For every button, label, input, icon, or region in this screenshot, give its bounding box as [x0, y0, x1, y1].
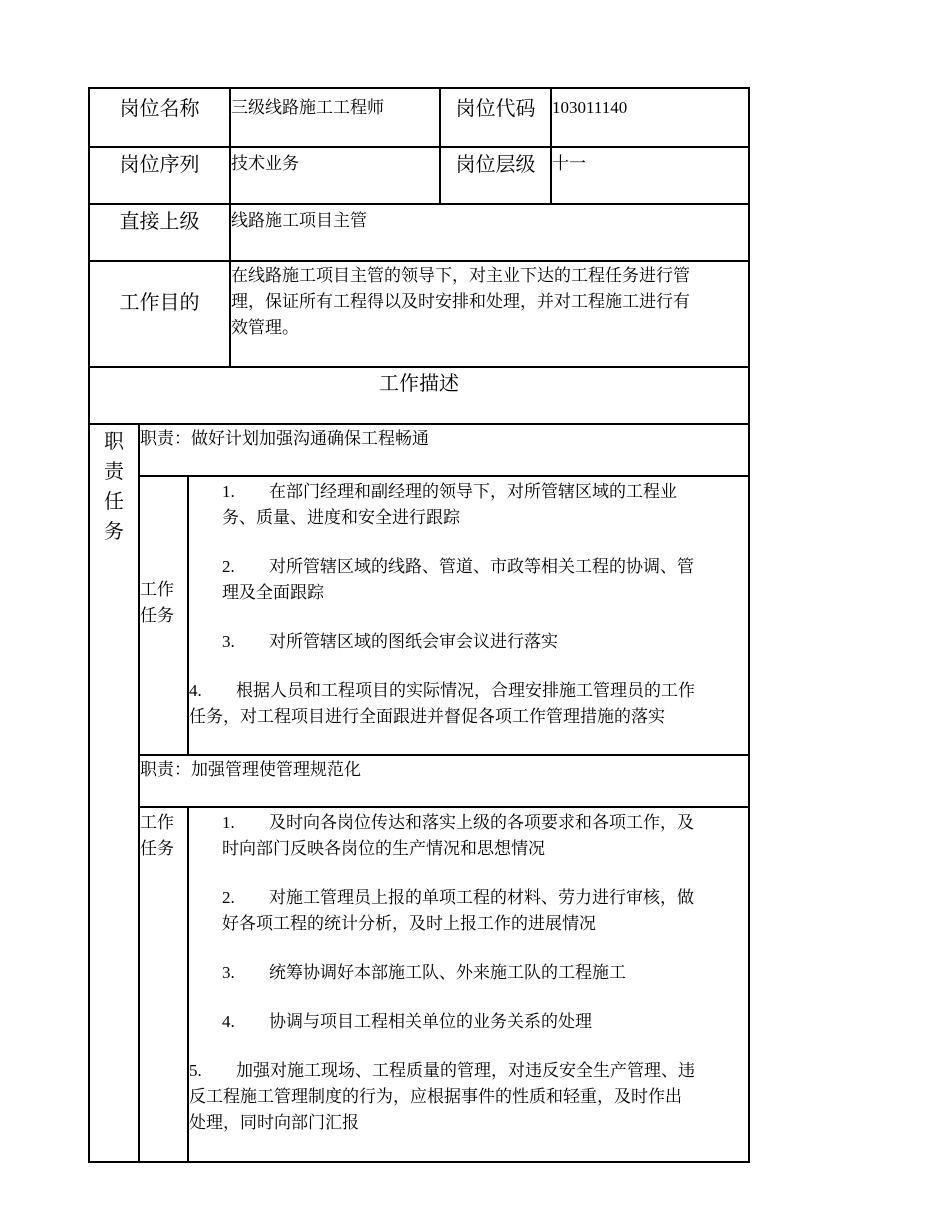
task-line: 时向部门反映各岗位的生产情况和思想情况 [222, 839, 545, 858]
post-level-value: 十一 [552, 154, 586, 173]
duty-title: 职责：做好计划加强沟通确保工程畅通 [140, 429, 429, 448]
task-number: 5. [189, 1061, 202, 1080]
task-label: 工作 [140, 580, 174, 599]
border-duty2-title [138, 806, 750, 808]
task-number: 3. [222, 963, 235, 982]
task-label: 任务 [140, 839, 174, 858]
task-line: 对所管辖区域的图纸会审会议进行落实 [269, 632, 558, 651]
task-line: 对施工管理员上报的单项工程的材料、劳力进行审核，做 [269, 888, 694, 907]
supervisor-value: 线路施工项目主管 [231, 211, 367, 230]
post-seq-label: 岗位序列 [119, 154, 200, 176]
border-row2 [88, 203, 750, 205]
task-line: 理及全面跟踪 [222, 583, 324, 602]
border-duty2-top [138, 754, 750, 756]
task-number: 1. [222, 813, 235, 832]
task-line: 处理，同时向部门汇报 [189, 1113, 359, 1132]
task-label: 任务 [140, 606, 174, 625]
task-number: 1. [222, 482, 235, 501]
task-label: 工作 [140, 813, 174, 832]
task-line: 反工程施工管理制度的行为，应根据事件的性质和轻重，及时作出 [189, 1087, 682, 1106]
border-left [88, 87, 90, 1163]
border-top [88, 87, 750, 89]
description-title: 工作描述 [379, 373, 459, 395]
purpose-label: 工作目的 [119, 292, 200, 314]
duty-title: 职责：加强管理使管理规范化 [140, 760, 361, 779]
border-row1 [88, 146, 750, 148]
duty-label-char: 责 [104, 461, 124, 483]
border-duty-col [138, 423, 140, 1163]
task-line: 好各项工程的统计分析，及时上报工作的进展情况 [222, 914, 596, 933]
border-row5 [88, 423, 750, 425]
border-right [748, 87, 750, 1163]
task-number: 3. [222, 632, 235, 651]
purpose-line: 理，保证所有工程得以及时安排和处理，并对工程施工进行有 [231, 292, 690, 311]
post-code-value: 103011140 [552, 98, 628, 117]
task-line: 对所管辖区域的线路、管道、市政等相关工程的协调、管 [269, 557, 694, 576]
task-line: 统筹协调好本部施工队、外来施工队的工程施工 [269, 963, 626, 982]
task-number: 2. [222, 557, 235, 576]
post-name-value: 三级线路施工工程师 [231, 98, 384, 117]
task-number: 2. [222, 888, 235, 907]
task-line: 根据人员和工程项目的实际情况，合理安排施工管理员的工作 [236, 681, 695, 700]
task-line: 务、质量、进度和安全进行跟踪 [222, 508, 460, 527]
post-level-label: 岗位层级 [455, 154, 536, 176]
border-row4 [88, 366, 750, 368]
supervisor-label: 直接上级 [119, 211, 200, 233]
border-row3 [88, 260, 750, 262]
duty-label-char: 务 [104, 521, 124, 543]
border-duty1-title [138, 475, 750, 477]
post-code-label: 岗位代码 [455, 98, 536, 120]
post-name-label: 岗位名称 [119, 98, 200, 120]
task-line: 在部门经理和副经理的领导下，对所管辖区域的工程业 [269, 482, 677, 501]
post-seq-value: 技术业务 [231, 154, 299, 173]
task-number: 4. [189, 681, 202, 700]
task-line: 协调与项目工程相关单位的业务关系的处理 [269, 1012, 592, 1031]
purpose-line: 在线路施工项目主管的领导下，对主业下达的工程任务进行管 [231, 266, 690, 285]
job-description-table [88, 87, 750, 1163]
task-line: 加强对施工现场、工程质量的管理，对违反安全生产管理、违 [236, 1061, 695, 1080]
task-number: 4. [222, 1012, 235, 1031]
task-line: 及时向各岗位传达和落实上级的各项要求和各项工作，及 [269, 813, 694, 832]
task-line: 任务，对工程项目进行全面跟进并督促各项工作管理措施的落实 [189, 707, 665, 726]
duty-label-char: 职 [104, 431, 124, 453]
duty-label-char: 任 [104, 491, 124, 513]
purpose-line: 效管理。 [231, 318, 299, 337]
